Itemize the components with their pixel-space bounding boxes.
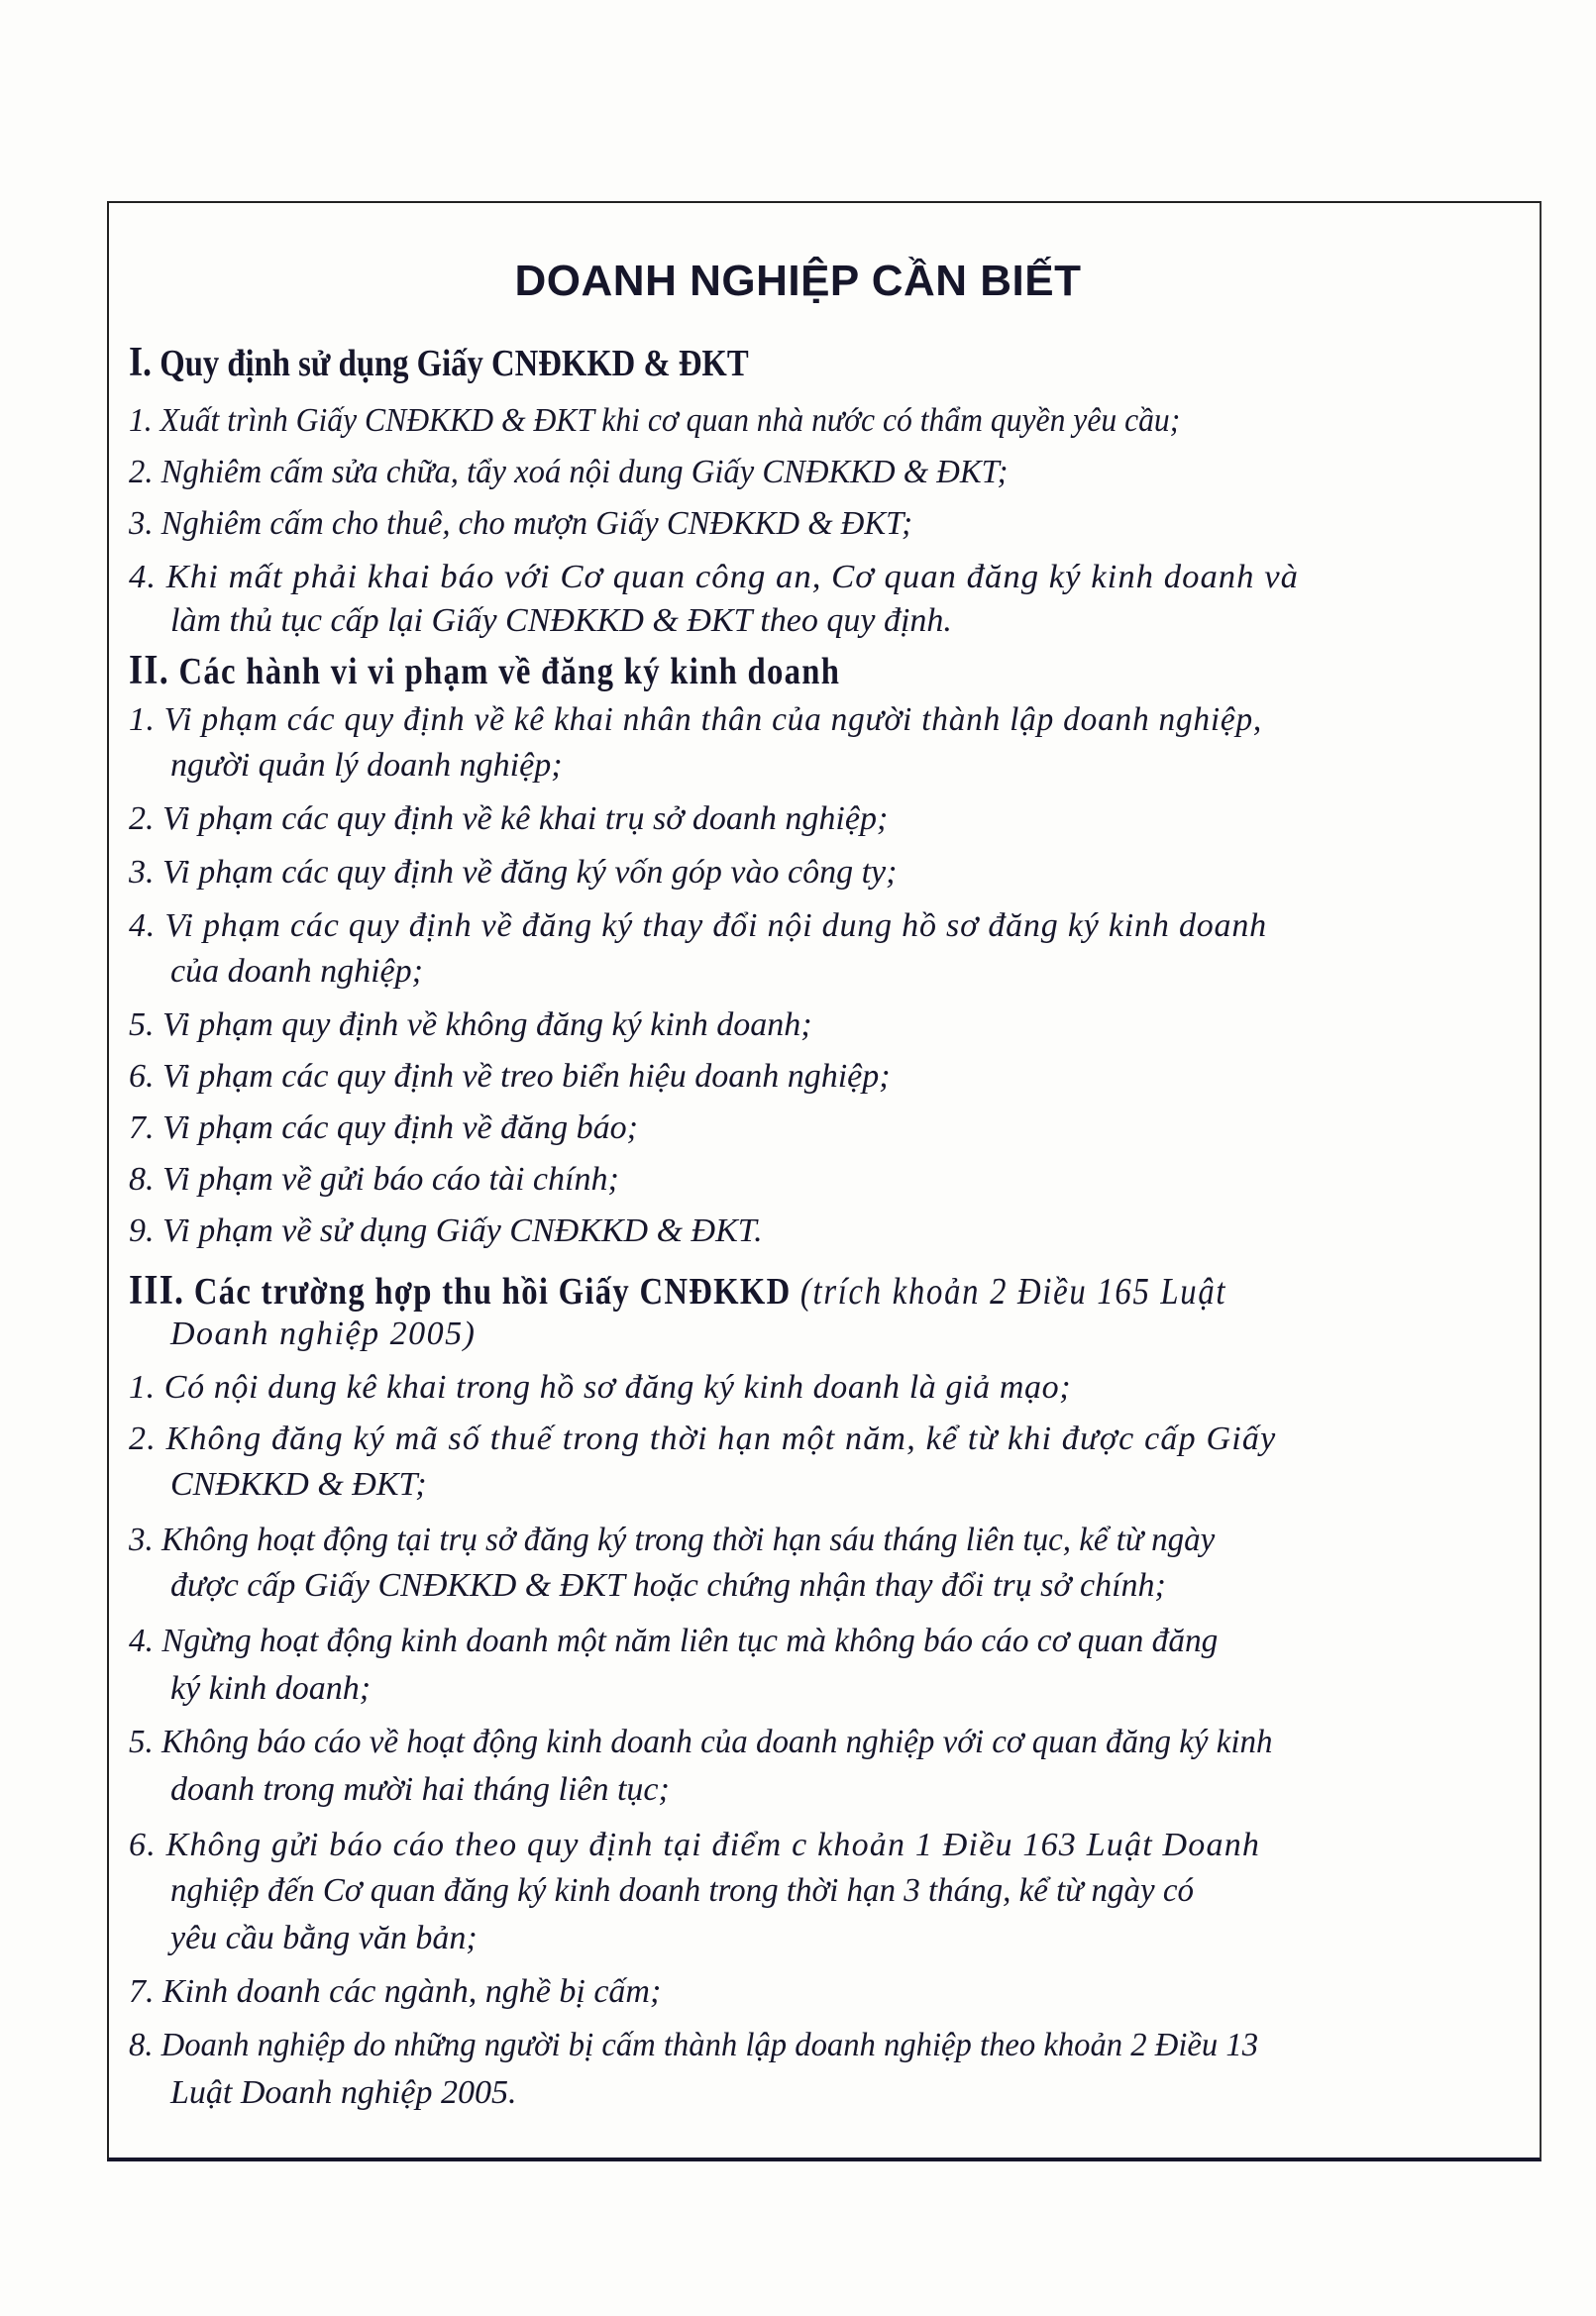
list-item-continuation: CNĐKKD & ĐKT; <box>170 1466 427 1503</box>
list-item-continuation: người quản lý doanh nghiệp; <box>170 747 563 784</box>
section-title: Các trường hợp thu hồi Giấy CNĐKKD <box>193 1271 792 1313</box>
section-title: Các hành vi vi phạm về đăng ký kinh doanh <box>178 651 841 692</box>
section-heading-1 <box>129 342 749 383</box>
list-item: 7. Kinh doanh các ngành, nghề bị cấm; <box>129 1973 662 2010</box>
list-item: 1. Xuất trình Giấy CNĐKKD & ĐKT khi cơ quan nhà nước có thẩm quyền yêu cầu; <box>129 402 1181 439</box>
section-title: Quy định sử dụng Giấy CNĐKKD & ĐKT <box>160 343 749 384</box>
list-item: 5. Vi phạm quy định về không đăng ký kinh doanh; <box>129 1006 812 1043</box>
list-item: 6. Không gửi báo cáo theo quy định tại điểm c khoản 1 Điều 163 Luật Doanh <box>129 1827 1261 1863</box>
list-item-continuation: nghiệp đến Cơ quan đăng ký kinh doanh trong thời hạn 3 tháng, kể từ ngày có <box>170 1872 1194 1909</box>
list-item-continuation: được cấp Giấy CNĐKKD & ĐKT hoặc chứng nhận thay đổi trụ sở chính; <box>170 1567 1166 1604</box>
list-item: 8. Vi phạm về gửi báo cáo tài chính; <box>129 1161 619 1198</box>
list-item: 3. Vi phạm các quy định về đăng ký vốn góp vào công ty; <box>129 854 898 891</box>
list-item: 1. Có nội dung kê khai trong hồ sơ đăng ký kinh doanh là giả mạo; <box>129 1369 1072 1406</box>
list-item-continuation: của doanh nghiệp; <box>170 953 423 990</box>
list-item-continuation: yêu cầu bằng văn bản; <box>170 1920 478 1956</box>
list-item-continuation: doanh trong mười hai tháng liên tục; <box>170 1771 670 1808</box>
section-numeral: I. <box>129 340 153 385</box>
section-heading-2 <box>129 650 840 691</box>
list-item: 8. Doanh nghiệp do những người bị cấm thành lập doanh nghiệp theo khoản 2 Điều 13 <box>129 2027 1259 2063</box>
list-item: 4. Vi phạm các quy định về đăng ký thay đổi nội dung hồ sơ đăng ký kinh doanh <box>129 907 1267 944</box>
list-item: 1. Vi phạm các quy định về kê khai nhân thân của người thành lập doanh nghiệp, <box>129 701 1263 738</box>
section-note: (trích khoản 2 Điều 165 Luật <box>799 1271 1227 1313</box>
section-heading-3 <box>129 1270 1226 1312</box>
list-item: 2. Nghiêm cấm sửa chữa, tẩy xoá nội dung Giấy CNĐKKD & ĐKT; <box>129 454 1009 490</box>
list-item: 3. Nghiêm cấm cho thuê, cho mượn Giấy CNĐKKD & ĐKT; <box>129 505 913 542</box>
list-item: 5. Không báo cáo về hoạt động kinh doanh của doanh nghiệp với cơ quan đăng ký kinh <box>129 1724 1273 1760</box>
document-title: DOANH NGHIỆP CẦN BIẾT <box>514 257 1082 305</box>
section-note-continuation: Doanh nghiệp 2005) <box>170 1316 477 1352</box>
list-item: 2. Vi phạm các quy định về kê khai trụ sở doanh nghiệp; <box>129 800 889 837</box>
section-numeral: II. <box>129 648 170 693</box>
list-item: 6. Vi phạm các quy định về treo biển hiệu doanh nghiệp; <box>129 1058 891 1095</box>
list-item: 3. Không hoạt động tại trụ sở đăng ký trong thời hạn sáu tháng liên tục, kể từ ngày <box>129 1522 1216 1558</box>
list-item-continuation: Luật Doanh nghiệp 2005. <box>170 2074 517 2111</box>
list-item: 4. Khi mất phải khai báo với Cơ quan công an, Cơ quan đăng ký kinh doanh và <box>129 559 1300 595</box>
list-item-continuation: ký kinh doanh; <box>170 1670 372 1707</box>
list-item: 4. Ngừng hoạt động kinh doanh một năm liên tục mà không báo cáo cơ quan đăng <box>129 1623 1219 1659</box>
list-item: 9. Vi phạm về sử dụng Giấy CNĐKKD & ĐKT. <box>129 1212 763 1249</box>
list-item-continuation: làm thủ tục cấp lại Giấy CNĐKKD & ĐKT theo quy định. <box>170 602 952 639</box>
list-item: 2. Không đăng ký mã số thuế trong thời hạn một năm, kể từ khi được cấp Giấy <box>129 1421 1277 1457</box>
list-item: 7. Vi phạm các quy định về đăng báo; <box>129 1109 638 1146</box>
section-numeral: III. <box>129 1268 185 1314</box>
